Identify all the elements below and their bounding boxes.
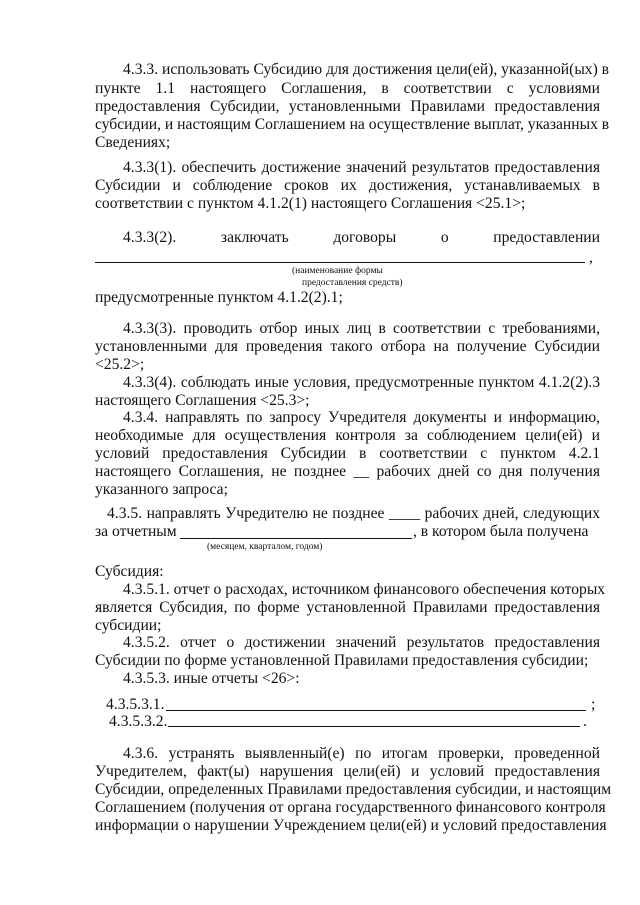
paragraph-4-3-3-1-line: 4.3.3(1). обеспечить достижение значений результатов предоставления [123, 159, 600, 176]
paragraph-4-3-4-line: условий предоставления Субсидии в соответствии с пунктом 4.2.1 [95, 445, 600, 462]
period-blank-line [180, 538, 412, 539]
paragraph-4-3-3-2-line: предусмотренные пунктом 4.1.2(2).1; [95, 289, 343, 306]
paragraph-4-3-5-3-line: 4.3.5.3. иные отчеты <26>: [123, 670, 300, 687]
paragraph-4-3-3-3-line: 4.3.3(3). проводить отбор иных лиц в соответствии с требованиями, [123, 320, 600, 337]
paragraph-4-3-5-line: Субсидия: [95, 563, 164, 580]
report-item-blank-line [168, 726, 580, 727]
paragraph-4-3-3-line: 4.3.3. использовать Субсидию для достижения цели(ей), указанной(ых) в [123, 61, 610, 78]
paragraph-4-3-3-2-line: 4.3.3(2). заключать договоры о предоставлении [123, 229, 600, 246]
paragraph-4-3-3-1-line: соответствии с пунктом 4.1.2(1) настоящего Соглашения <25.1>; [95, 195, 526, 212]
form-blank-line [95, 262, 585, 263]
report-item-end: ; [591, 696, 596, 713]
paragraph-4-3-3-4-line: 4.3.3(4). соблюдать иные условия, предусмотренные пунктом 4.1.2(2).3 [123, 374, 600, 391]
paragraph-4-3-5-line: за отчетным [95, 523, 177, 540]
paragraph-4-3-5-1-line: является Субсидия, по форме установленной Правилами предоставления [95, 599, 600, 616]
paragraph-4-3-6-line: Учредителем, факт(ы) нарушения цели(ей) и условий предоставления [95, 763, 600, 780]
paragraph-4-3-6-line: информации о нарушении Учреждением цели(ей) и условий предоставления [95, 817, 607, 834]
paragraph-4-3-5-2-line: Субсидии по форме установленной Правилами предоставления субсидии; [95, 652, 589, 669]
paragraph-4-3-3-line: Сведениях; [95, 134, 171, 151]
paragraph-4-3-4-line: указанного запроса; [95, 481, 228, 498]
report-item-label: 4.3.5.3.2. [109, 713, 168, 730]
paragraph-4-3-3-3-line: установленными для проведения такого отбора на получение Субсидии [95, 338, 600, 355]
report-item-blank-line [166, 710, 586, 711]
paragraph-4-3-3-3-line: <25.2>; [95, 356, 145, 373]
paragraph-4-3-3-4-line: настоящего Соглашения <25.3>; [95, 392, 310, 409]
paragraph-4-3-3-line: субсидии, и настоящим Соглашением на осуществление выплат, указанных в [95, 116, 610, 133]
paragraph-4-3-6-line: Соглашением (получения от органа государственного финансового контроля [95, 799, 606, 816]
paragraph-4-3-5-1-line: субсидии; [95, 617, 162, 634]
paragraph-4-3-3-line: пункте 1.1 настоящего Соглашения, в соответствии с условиями [95, 80, 600, 97]
paragraph-4-3-4-line: 4.3.4. направлять по запросу Учредителя документы и информацию, [123, 409, 600, 426]
paragraph-4-3-4-line: необходимые для осуществления контроля за соблюдением цели(ей) и [95, 427, 600, 444]
report-item-label: 4.3.5.3.1. [106, 696, 165, 713]
paragraph-4-3-6-line: Субсидии, определенных Правилами предоставления субсидии, и настоящим [95, 781, 612, 798]
form-blank-caption: предоставления средств) [302, 278, 403, 288]
paragraph-4-3-5-2-line: 4.3.5.2. отчет о достижении значений результатов предоставления [123, 634, 600, 651]
paragraph-4-3-5-line: 4.3.5. направлять Учредителю не позднее ____ рабочих дней, следующих [107, 505, 600, 522]
form-blank-comma: , [589, 249, 593, 266]
paragraph-4-3-6-line: 4.3.6. устранять выявленный(е) по итогам проверки, проведенной [123, 745, 600, 762]
paragraph-4-3-3-1-line: Субсидии и соблюдение сроков их достижения, устанавливаемых в [95, 177, 600, 194]
form-blank-caption: (наименование формы [292, 266, 383, 276]
paragraph-4-3-4-line: настоящего Соглашения, не позднее __ рабочих дней со дня получения [95, 463, 600, 480]
report-item-end: . [583, 713, 587, 730]
paragraph-4-3-3-line: предоставления Субсидии, установленными Правилами предоставления [95, 98, 600, 115]
paragraph-4-3-5-1-line: 4.3.5.1. отчет о расходах, источником финансового обеспечения которых [123, 581, 606, 598]
period-blank-caption: (месяцем, кварталом, годом) [207, 542, 323, 552]
paragraph-4-3-5-line: , в котором была получена [413, 523, 589, 540]
